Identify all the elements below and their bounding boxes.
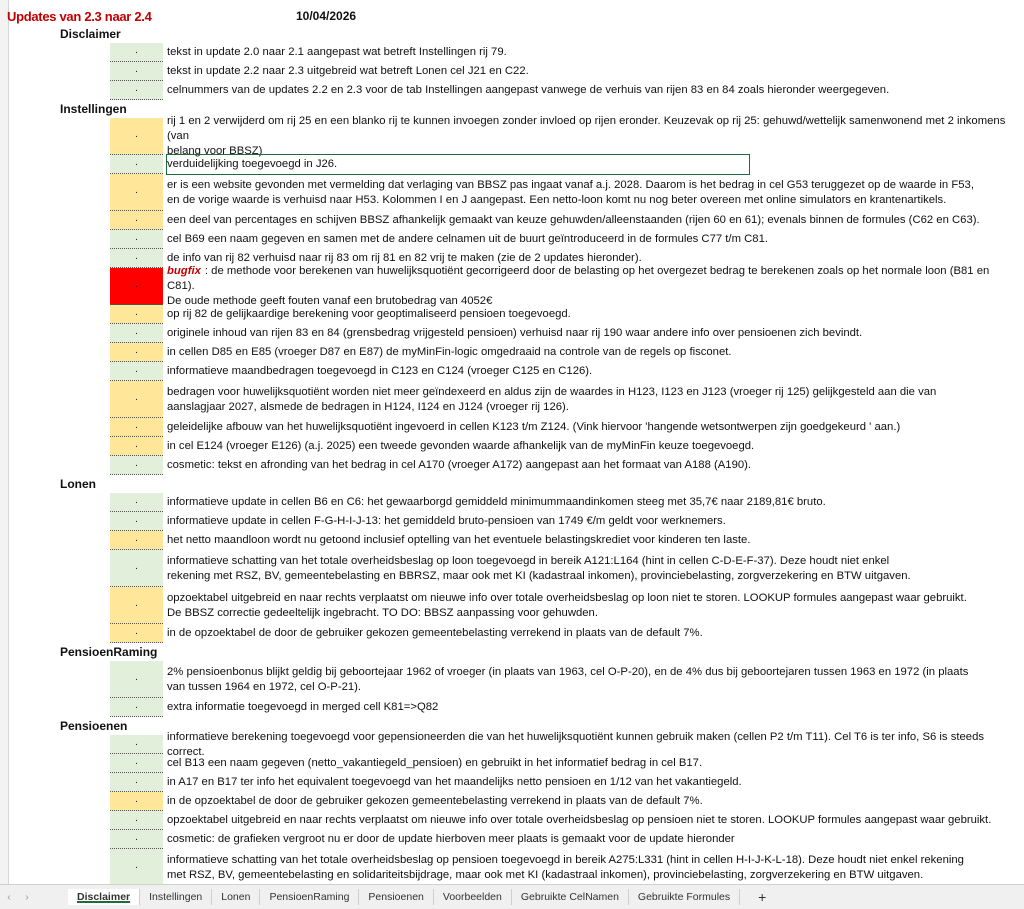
update-description: celnummers van de updates 2.2 en 2.3 voor de tab Instellingen aangepast vanwege de verhuis van rijen 83 en 84 zoals hieronder weergegeven.: [167, 84, 890, 96]
update-description: informatieve schatting van het totale overheidsbeslag op loon toegevoegd in bereik A121:L164 (hint in cellen C-D-E-F-37). Deze houdt niet enkel rekening met RSZ, BV, gemeentebelasting en BBRSZ, maar ook met KI (kadastraal inkomen), provinciebelasting, zorgverzekering en BTW uitgaven.: [167, 554, 911, 582]
update-text: [167, 533, 750, 548]
update-description: geleidelijke afbouw van het huwelijksquotiënt ingevoerd in cellen K123 t/m Z124. (Vink hiervoor 'hangende wetsontwerpen zijn goedgekeurd ' aan.): [167, 421, 901, 433]
section-header[interactable]: Disclaimer: [60, 27, 121, 41]
status-cell[interactable]: ·: [110, 811, 163, 830]
sheet-tabs: [68, 889, 740, 905]
page-title: Updates van 2.3 naar 2.4: [7, 9, 152, 24]
update-description: tekst in update 2.2 naar 2.3 uitgebreid wat betreft Lonen cel J21 en C22.: [167, 65, 529, 77]
update-description: een deel van percentages en schijven BBSZ afhankelijk gemaakt van keuze gehuwden/alleenstaanden (rijen 60 en 61); evenals binnen de formules (C62 en C63).: [167, 214, 980, 226]
update-text-cell[interactable]: [167, 773, 1012, 792]
update-text-cell[interactable]: [167, 512, 1012, 531]
status-cell[interactable]: ·: [110, 43, 163, 62]
status-cell[interactable]: ·: [110, 512, 163, 531]
update-description: bedragen voor huwelijksquotiënt worden niet meer geïndexeerd en aldus zijn de waardes in H123, I123 en J123 (vroeger rij 125) gelijkgesteld aan die van aanslagjaar 2027, alsmede de bedragen in H124, I124 en J124 (vroeger rij 126).: [167, 385, 937, 413]
update-text: [167, 307, 571, 322]
update-text: [167, 700, 438, 715]
prev-sheet-icon[interactable]: ‹: [7, 891, 11, 903]
sheet-tab-bar: [0, 884, 1024, 909]
table-row: [0, 531, 1024, 550]
update-text: [167, 591, 967, 621]
table-row: [0, 512, 1024, 531]
table-row: [0, 115, 1024, 157]
update-description: rij 1 en 2 verwijderd om rij 25 en een blanko rij te kunnen invoegen zonder invloed op rijen eronder. Keuzevak op rij 25: gehuwd/wettelijk samenwonend met 2 inkomens (van belang voor BBSZ): [167, 115, 1006, 157]
update-description: in cel E124 (vroeger E126) (a.j. 2025) een tweede gevonden waarde afhankelijk van de myMinFin keuze toegevoegd.: [167, 440, 755, 452]
update-description: cel B69 een naam gegeven en samen met de andere celnamen uit de buurt geïntroduceerd in de formules C77 t/m C81.: [167, 233, 768, 245]
update-description: extra informatie toegevoegd in merged cell K81=>Q82: [167, 701, 439, 713]
update-text-cell[interactable]: [167, 550, 1012, 587]
table-row: [0, 265, 1024, 307]
update-text-cell[interactable]: [167, 437, 1012, 456]
update-description: de info van rij 82 verhuisd naar rij 83 om rij 81 en 82 vrij te maken (zie de 2 updates hieronder).: [167, 252, 642, 264]
update-text: [167, 775, 742, 790]
table-row: [0, 493, 1024, 512]
tab-pensioenraming[interactable]: PensioenRaming: [260, 889, 359, 905]
update-description: in cellen D85 en E85 (vroeger D87 en E87) de myMinFin-logic omgedraaid na controle van de regels op fisconet.: [167, 346, 732, 358]
update-text: [167, 626, 703, 641]
update-text: [167, 345, 732, 360]
update-description: opzoektabel uitgebreid en naar rechts verplaatst om nieuwe info over totale overheidsbeslag op loon niet te storen. LOOKUP formules aangepast waar gebruikt. De BBSZ correctie gedeeltelijk ingebracht. TO DO: BBSZ aanpassing voor gehuwden.: [167, 591, 967, 619]
update-description: cel B13 een naam gegeven (netto_vakantiegeld_pensioen) en gebruikt in het informatief bedrag in cel B17.: [167, 757, 703, 769]
update-text-cell[interactable]: [167, 43, 1012, 62]
update-text-cell[interactable]: [167, 343, 1012, 362]
update-description: : de methode voor berekenen van huwelijksquotiënt gecorrigeerd door de belasting op het overgezet bedrag te berekenen zoals op het normale loon (B81 en C81). De oude methode geeft fouten vanaf een brutobedrag van 4052€: [167, 265, 990, 307]
table-row: [0, 550, 1024, 587]
status-cell[interactable]: ·: [110, 418, 163, 437]
status-cell[interactable]: ·: [110, 268, 163, 305]
table-row: [0, 754, 1024, 773]
update-text-cell[interactable]: [167, 456, 1012, 475]
table-row: [0, 230, 1024, 249]
update-text-cell[interactable]: [167, 792, 1012, 811]
table-row: [0, 698, 1024, 717]
status-cell[interactable]: ·: [110, 550, 163, 587]
update-text-cell[interactable]: [167, 174, 1012, 211]
table-row: [0, 343, 1024, 362]
update-text-cell[interactable]: [167, 265, 1012, 307]
table-row: [0, 362, 1024, 381]
update-text-cell[interactable]: [167, 493, 1012, 512]
table-row: [0, 418, 1024, 437]
status-cell[interactable]: ·: [110, 661, 163, 698]
table-row: [0, 305, 1024, 324]
update-description: 2% pensioenbonus blijkt geldig bij geboortejaar 1962 of vroeger (in plaats van 1963, cel O-P-20), en de 4% dus bij geboortejaren tussen 1963 en 1972 (in plaats van tussen 1964 en 1972, cel O-P-21).: [167, 665, 969, 693]
update-text: [167, 114, 1012, 159]
update-text: [167, 794, 703, 809]
status-cell[interactable]: ·: [110, 624, 163, 643]
section-header[interactable]: Pensioenen: [60, 719, 128, 733]
table-row: [0, 773, 1024, 792]
update-text-cell[interactable]: [167, 230, 1012, 249]
status-cell[interactable]: ·: [110, 174, 163, 211]
update-text: [167, 495, 826, 510]
update-text-cell[interactable]: [167, 115, 1012, 157]
update-text-cell[interactable]: [167, 849, 1012, 886]
update-description: originele inhoud van rijen 83 en 84 (grensbedrag vrijgesteld pensioen) verhuisd naar rij 190 waar andere info over pensioenen zich bevindt.: [167, 327, 863, 339]
status-cell[interactable]: ·: [110, 343, 163, 362]
update-text: [167, 45, 507, 60]
sheet-grid: [0, 25, 1024, 886]
update-text: [167, 213, 980, 228]
table-row: [0, 81, 1024, 100]
update-text: [167, 813, 991, 828]
next-sheet-icon[interactable]: ›: [25, 891, 29, 903]
section-header[interactable]: Lonen: [60, 477, 96, 491]
update-description: verduidelijking toegevoegd in J26.: [167, 158, 338, 170]
update-description: op rij 82 de gelijkaardige berekening voor geoptimaliseerd pensioen toegevoegd.: [167, 308, 571, 320]
update-text: [167, 420, 900, 435]
table-row: [0, 830, 1024, 849]
update-text-cell[interactable]: [167, 830, 1012, 849]
update-text-cell[interactable]: [167, 730, 1012, 758]
tab-lonen[interactable]: Lonen: [212, 889, 260, 905]
status-cell[interactable]: ·: [110, 849, 163, 886]
update-text-cell[interactable]: [167, 62, 1012, 81]
tab-voorbeelden[interactable]: Voorbeelden: [434, 889, 512, 905]
table-row: [0, 437, 1024, 456]
status-cell[interactable]: ·: [110, 211, 163, 230]
status-cell[interactable]: ·: [110, 773, 163, 792]
table-row: [0, 849, 1024, 886]
update-text: [167, 756, 702, 771]
table-row: [0, 324, 1024, 343]
update-text: [167, 64, 529, 79]
tab-gebruikte-celnamen[interactable]: Gebruikte CelNamen: [512, 889, 629, 905]
status-cell[interactable]: ·: [110, 230, 163, 249]
update-text: [167, 326, 862, 341]
table-row: [0, 174, 1024, 211]
status-cell[interactable]: ·: [110, 118, 163, 155]
status-cell[interactable]: ·: [110, 830, 163, 849]
status-cell[interactable]: ·: [110, 531, 163, 550]
status-cell[interactable]: ·: [110, 324, 163, 343]
update-description: er is een website gevonden met vermelding dat verlaging van BBSZ pas ingaat vanaf a.j. 2028. Daarom is het bedrag in cel G53 teruggezet op de waarde in F53, en de vorige waarde is verhuisd naar H53. Kolommen I en J aangepast. Een netto-loon komt nu nog beter overeen met online simulators en krantenartikels.: [167, 178, 974, 206]
update-description: cosmetic: tekst en afronding van het bedrag in cel A170 (vroeger A172) aangepast aan het formaat van A188 (A190).: [167, 459, 752, 471]
update-text-cell[interactable]: [167, 754, 1012, 773]
status-cell[interactable]: ·: [110, 437, 163, 456]
update-text: [167, 853, 964, 883]
status-cell[interactable]: ·: [110, 698, 163, 717]
table-row: [0, 661, 1024, 698]
status-cell[interactable]: ·: [110, 249, 163, 268]
tab-instellingen[interactable]: Instellingen: [140, 889, 212, 905]
table-row: [0, 792, 1024, 811]
date: 10/04/2026: [296, 9, 357, 23]
update-description: informatieve update in cellen B6 en C6: het gewaarborgd gemiddeld minimummaandinkomen steeg met 35,7€ naar 2189,81€ bruto.: [167, 496, 826, 508]
update-text-cell[interactable]: [167, 661, 1012, 698]
table-row: [0, 211, 1024, 230]
status-cell[interactable]: ·: [110, 456, 163, 475]
table-row: [0, 456, 1024, 475]
update-text: [167, 514, 726, 529]
tab-gebruikte-formules[interactable]: Gebruikte Formules: [629, 889, 740, 905]
update-description: informatieve maandbedragen toegevoegd in C123 en C124 (vroeger C125 en C126).: [167, 365, 593, 377]
status-cell[interactable]: ·: [110, 381, 163, 418]
update-text-cell[interactable]: [167, 811, 1012, 830]
update-description: informatieve update in cellen F-G-H-I-J-13: het gemiddeld bruto-pensioen van 1749 €/m geldt voor werknemers.: [167, 515, 726, 527]
status-cell[interactable]: ·: [110, 735, 163, 754]
update-description: informatieve schatting van het totale overheidsbeslag op pensioen toegevoegd in bereik A275:L331 (hint in cellen H-I-J-K-L-18). Deze houdt niet enkel rekening met RSZ, BV, gemeentebelasting en solidariteitsbijdrage, maar ook met KI (kadastraal inkomen), provinciebelasting, zorgverzekering en BTW uitgaven.: [167, 853, 964, 881]
table-row: [0, 43, 1024, 62]
update-text-cell[interactable]: [167, 698, 1012, 717]
update-text: [167, 665, 968, 695]
update-text-cell[interactable]: [167, 155, 749, 174]
update-text: [167, 83, 889, 98]
status-cell[interactable]: ·: [110, 62, 163, 81]
update-text-cell[interactable]: [167, 211, 1012, 230]
table-row: [0, 381, 1024, 418]
table-row: [0, 587, 1024, 624]
update-text-cell[interactable]: [167, 531, 1012, 550]
status-cell[interactable]: ·: [110, 754, 163, 773]
update-text: [167, 554, 911, 584]
update-text: [167, 832, 735, 847]
status-cell[interactable]: ·: [110, 493, 163, 512]
tab-disclaimer[interactable]: Disclaimer: [68, 889, 140, 905]
status-cell[interactable]: ·: [110, 362, 163, 381]
update-description: informatieve berekening toegevoegd voor gepensioneerden die van het huwelijksquotiënt kunnen gebruik maken (cellen P2 t/m T11). Cel T6 is ter info, S6 is steeds correct.: [167, 730, 984, 758]
update-description: in de opzoektabel de door de gebruiker gekozen gemeentebelasting verrekend in plaats van de default 7%.: [167, 795, 703, 807]
table-row: [0, 624, 1024, 643]
update-text-cell[interactable]: [167, 418, 1012, 437]
update-text-cell[interactable]: [167, 624, 1012, 643]
update-text: [167, 264, 1012, 309]
update-text: [167, 364, 592, 379]
update-text-cell[interactable]: [167, 381, 1012, 418]
section-header[interactable]: Instellingen: [60, 102, 127, 116]
status-cell[interactable]: ·: [110, 305, 163, 324]
status-cell[interactable]: ·: [110, 587, 163, 624]
update-text: [167, 458, 751, 473]
update-text-cell[interactable]: [167, 81, 1012, 100]
update-text-cell[interactable]: [167, 324, 1012, 343]
status-cell[interactable]: ·: [110, 81, 163, 100]
section-header[interactable]: PensioenRaming: [60, 645, 158, 659]
update-text-cell[interactable]: [167, 305, 1012, 324]
table-row: [0, 811, 1024, 830]
status-cell[interactable]: ·: [110, 792, 163, 811]
update-description: het netto maandloon wordt nu getoond inclusief optelling van het eventuele belastingskrediet voor kinderen ten laste.: [167, 534, 751, 546]
update-text: [167, 439, 754, 454]
tab-pensioenen[interactable]: Pensioenen: [359, 889, 433, 905]
update-text-cell[interactable]: [167, 587, 1012, 624]
table-row: [0, 730, 1024, 758]
update-description: cosmetic: de grafieken vergroot nu er door de update hierboven meer plaats is gemaakt voor de update hieronder: [167, 833, 735, 845]
update-text: [167, 178, 974, 208]
update-text: [167, 232, 768, 247]
update-description: opzoektabel uitgebreid en naar rechts verplaatst om nieuwe info over totale overheidsbeslag op pensioen niet te storen. LOOKUP formules aangepast waar gebruikt.: [167, 814, 992, 826]
update-text-cell[interactable]: [167, 362, 1012, 381]
update-description: tekst in update 2.0 naar 2.1 aangepast wat betreft Instellingen rij 79.: [167, 46, 507, 58]
update-text: [167, 385, 936, 415]
update-text: [167, 157, 337, 172]
add-sheet-button[interactable]: +: [758, 889, 767, 905]
update-description: in de opzoektabel de door de gebruiker gekozen gemeentebelasting verrekend in plaats van de default 7%.: [167, 627, 703, 639]
status-cell[interactable]: ·: [110, 155, 163, 174]
update-description: in A17 en B17 ter info het equivalent toegevoegd van het maandelijks netto pensioen en 1/12 van het vakantiegeld.: [167, 776, 742, 788]
table-row: [0, 62, 1024, 81]
bugfix-label: bugfix: [167, 265, 201, 277]
